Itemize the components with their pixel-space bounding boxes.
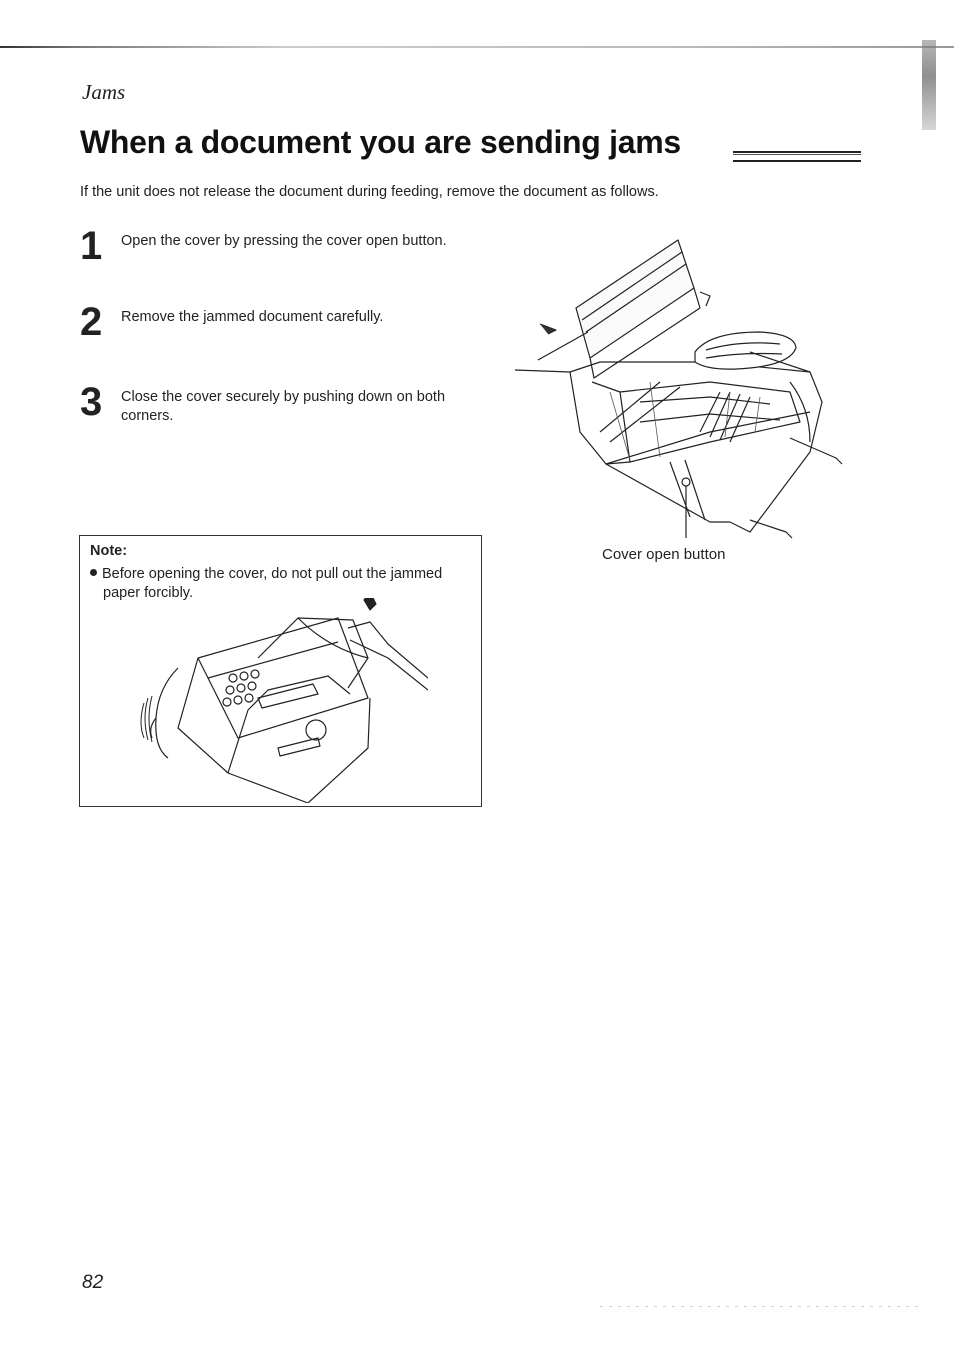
cover-open-button-label: Cover open button: [602, 546, 726, 563]
title-rule: [733, 151, 861, 162]
header-rule: [0, 46, 954, 48]
fax-open-cover-illustration: [510, 232, 860, 552]
step-number: 3: [80, 380, 103, 424]
scan-speckle: [600, 1306, 920, 1307]
page-title: When a document you are sending jams: [80, 124, 681, 160]
step-number: 1: [80, 224, 103, 268]
step-text: Close the cover securely by pushing down on both corners.: [121, 389, 446, 424]
intro-text: If the unit does not release the document during feeding, remove the document as follows.: [80, 184, 659, 200]
section-label: Jams: [82, 80, 126, 104]
note-box: [79, 535, 482, 807]
note-heading: Note:: [90, 543, 128, 559]
page-number: 82: [82, 1272, 104, 1293]
step-text: Open the cover by pressing the cover open button.: [121, 233, 447, 249]
note-bullet-text: Before opening the cover, do not pull out the jammed paper forcibly.: [102, 566, 443, 601]
step-number: 2: [80, 300, 103, 344]
scan-edge-shadow: [922, 40, 936, 130]
bullet-icon: [90, 569, 97, 576]
step-text: Remove the jammed document carefully.: [121, 309, 384, 325]
fax-pull-paper-illustration: [138, 598, 428, 803]
